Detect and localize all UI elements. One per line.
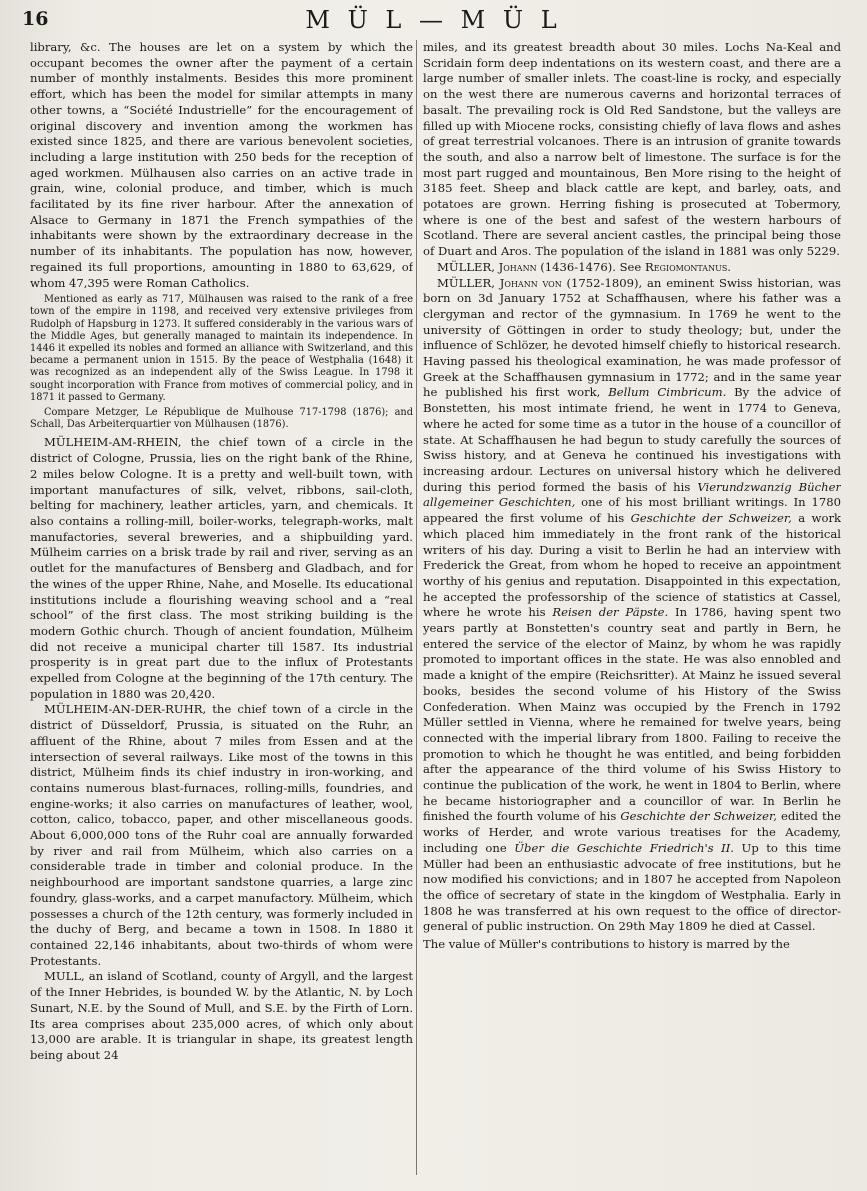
paragraph-muelhausen-cont: library, &c. The houses are let on a system by which the occupant becomes the owner after the payment of a certain number of monthly instalments. Besides this more prominent effort, which has been the model for similar attempts in many other towns, a “Société Industrielle” for the encouragement of original discovery and invention among the workmen has existed since 1825, and there are various benevolent societies, including a large institution with 250 beds for the reception of aged workmen. Mülhausen also carries on an active trade in grain, wine, colonial produce, and timber, which is much facilitated by its fine river harbour. After the annexation of Alsace to Germany in 1871 the French sympathies of the inhabitants were shown by the extraordinary decrease in the number of its inhabitants. The population has now, however, regained its full proportions, amounting in 1880 to 63,629, of whom 47,395 were Roman Catholics.	[30, 40, 413, 290]
left-column	[30, 40, 413, 1180]
body-mueller-part-6: edited the works of Herder, and wrote various treatises for the Academy, including one	[423, 809, 841, 855]
cross-reference-regiomontanus: Regiomontanus.	[644, 259, 731, 274]
title-reisen-der-paepste: Reisen der Päpste.	[552, 605, 669, 620]
title-geschichte-der-schweizer-1: Geschichte der Schweizer,	[630, 511, 792, 526]
title-vierundzwanzig-buecher: Vierundzwanzig Bücher allgemeiner Geschichten,	[423, 479, 841, 510]
title-ueber-die-geschichte: Über die Geschichte Friedrich's II.	[514, 840, 734, 855]
entry-muelheim-am-rhein	[30, 435, 413, 702]
entry-mueller-johann-von	[423, 276, 841, 936]
running-head: M Ü L — M Ü L	[305, 6, 562, 34]
headword-mull: MULL,	[44, 969, 85, 984]
page-number: 16	[22, 8, 49, 30]
entry-muelheim-an-der-ruhr	[30, 702, 413, 969]
title-bellum-cimbricum: Bellum Cimbricum.	[608, 385, 727, 400]
body-muelheim-am-rhein: the chief town of a circle in the district of Cologne, Prussia, lies on the right bank of the Rhine, 2 miles below Cologne. It is a pretty and well-built town, with important manufactures of silk, velvet, ribbons, sail-cloth, belting for machinery, leather articles, yarn, and chemicals. It also contains a rolling-mill, boiler-works, telegraph-works, malt manufactories, several breweries, and a shipbuilding yard. Mülheim carries on a brisk trade by rail and river, serving as an outlet for the manufactures of Bensberg and Gladbach, and for the wines of the upper Rhine, Nahe, and Moselle. Its educational institutions include a flourishing weaving school and a “real school” of the first class. The most striking building is the modern Gothic church. Though of ancient foundation, Mülheim did not receive a municipal charter till 1587. Its industrial prosperity is in great part due to the influx of Protestants expelled from Cologne at the beginning of the 17th century. The population in 1880 was 20,420.	[30, 435, 413, 701]
right-column	[423, 40, 841, 1180]
body-mueller-part-2: By the advice of Bonstetten, his most intimate friend, he went in 1774 to Geneva, where he acted for some time as a tutor in the house of a councillor of state. At Schaffhausen he had begun to study carefully the sources of Swiss history, and at Geneva he continued his investigations with increasing ardour. Lectures on universal history which he delivered during this period formed the basis of his	[423, 385, 841, 494]
closing-line: The value of Müller's contributions to history is marred by the	[423, 937, 790, 952]
body-mueller-johann: (1436-1476). See	[540, 259, 642, 274]
reference-note: Compare Metzger, Le République de Mulhouse 717-1798 (1876); and Schall, Das Arbeiterquartier von Mülhausen (1876).	[30, 407, 413, 431]
headword-muelheim-am-rhein: MÜLHEIM-AM-RHEIN,	[44, 435, 182, 450]
headword-mueller-johann-von: MÜLLER, Johann von	[437, 275, 562, 290]
page-header	[22, 6, 845, 34]
paragraph-mull-cont: miles, and its greatest breadth about 30 miles. Lochs Na-Keal and Scridain form deep indentations on its western coast, and there are a large number of smaller inlets. The coast-line is rocky, and especially on the west there are numerous caverns and horizontal terraces of basalt. The prevailing rock is Old Red Sandstone, but the valleys are filled up with Miocene rocks, consisting chiefly of lava flows and ashes of great terrestrial volcanoes. There is an intrusion of granite towards the south, and also a narrow belt of limestone. The surface is for the most part rugged and mountainous, Ben More rising to the height of 3185 feet. Sheep and black cattle are kept, and barley, oats, and potatoes are grown. Herring fishing is prosecuted at Tobermory, where is one of the best and safest of the western harbours of Scotland. There are several ancient castles, the principal being those of Duart and Aros. The population of the island in 1881 was only 5229.	[423, 40, 841, 259]
body-mueller-part-3: one of his most brilliant writings. In 1780 appeared the first volume of his	[423, 495, 841, 526]
body-mueller-part-4: a work which placed him immediately in the front rank of the historical writers of his day. During a visit to Berlin he had an interview with Frederick the Great, from whom he hoped to receive an appointment worthy of his genius and reputation. Disappointed in this expectation, he accepted the professorship of the science of statistics at Cassel, where he wrote his	[423, 511, 841, 620]
entry-mueller-johann	[423, 260, 841, 276]
historical-note: Mentioned as early as 717, Mülhausen was raised to the rank of a free town of the empire in 1198, and received very extensive privileges from Rudolph of Hapsburg in 1273. It suffered considerably in the various wars of the Middle Ages, but generally managed to maintain its independence. In 1446 it expelled its nobles and formed an alliance with Switzerland, and this became a permanent union in 1515. By the peace of Westphalia (1648) it was recognized as an independent ally of the Swiss League. In 1798 it sought incorporation with France from motives of commercial policy, and in 1871 it passed to Germany.	[30, 294, 413, 403]
headword-mueller-johann: MÜLLER, Johann	[437, 259, 537, 274]
body-mull: an island of Scotland, county of Argyll, and the largest of the Inner Hebrides, is bounded W. by the Atlantic, N. by Loch Sunart, N.E. by the Sound of Mull, and S.E. by the Firth of Lorn. Its area comprises about 235,000 acres, of which only about 13,000 are arable. It is triangular in shape, its greatest length being about 24	[30, 969, 413, 1062]
entry-mull	[30, 969, 413, 1063]
column-divider	[416, 40, 417, 1175]
headword-muelheim-an-der-ruhr: MÜLHEIM-AN-DER-RUHR,	[44, 702, 207, 717]
body-mueller-part-1: (1752-1809), an eminent Swiss historian, was born on 3d January 1752 at Schaffhausen, where his father was a clergyman and rector of the gymnasium. In 1769 he went to the university of Göttingen in order to study theology; but, under the influence of Schlözer, he devoted himself chiefly to historical research. Having passed his theological examination, he was made professor of Greek at the Schaffhausen gymnasium in 1772; and in the same year he published his first work,	[423, 275, 841, 400]
body-muelheim-an-der-ruhr: the chief town of a circle in the district of Düsseldorf, Prussia, is situated on the Ruhr, an affluent of the Rhine, about 7 miles from Essen and at the intersection of several railways. Like most of the towns in this district, Mülheim finds its chief industry in iron-working, and contains numerous blast-furnaces, rolling-mills, foundries, and engine-works; it also carries on manufactures of leather, wool, cotton, calico, tobacco, paper, and other miscellaneous goods. About 6,000,000 tons of the Ruhr coal are annually forwarded by river and rail from Mülheim, which also carries on a considerable trade in timber and colonial produce. In the neighbourhood are important sandstone quarries, a large zinc foundry, glass-works, and a carpet manufactory. Mülheim, which possesses a church of the 12th century, was formerly included in the duchy of Berg, and became a town in 1508. In 1880 it contained 22,146 inhabitants, about two-thirds of whom were Protestants.	[30, 702, 413, 968]
body-mueller-part-7: Up to this time Müller had been an enthusiastic advocate of free institutions, but he now modified his convictions; and in 1807 he accepted from Napoleon the office of secretary of state in the kingdom of Westphalia. Early in 1808 he was transferred at his own request to the office of director-general of public instruction. On 29th May 1809 he died at Cassel.	[423, 840, 841, 934]
body-mueller-part-5: In 1786, having spent two years partly at Bonstetten's country seat and partly in Bern, he entered the service of the elector of Mainz, by whom he was rapidly promoted to important offices in the state. He was also ennobled and made a knight of the empire (Reichsritter). At Mainz he issued several books, besides the second volume of his History of the Swiss Confederation. When Mainz was occupied by the French in 1792 Müller settled in Vienna, where he remained for twelve years, being connected with the imperial library from 1800. Failing to receive the promotion to which he thought he was entitled, and being forbidden after the appearance of the third volume of his Swiss History to continue the publication of the work, he went in 1804 to Berlin, where he became historiographer and a councillor of war. In Berlin he finished the fourth volume of his	[423, 605, 841, 824]
title-geschichte-der-schweizer-2: Geschichte der Schweizer,	[620, 809, 777, 824]
